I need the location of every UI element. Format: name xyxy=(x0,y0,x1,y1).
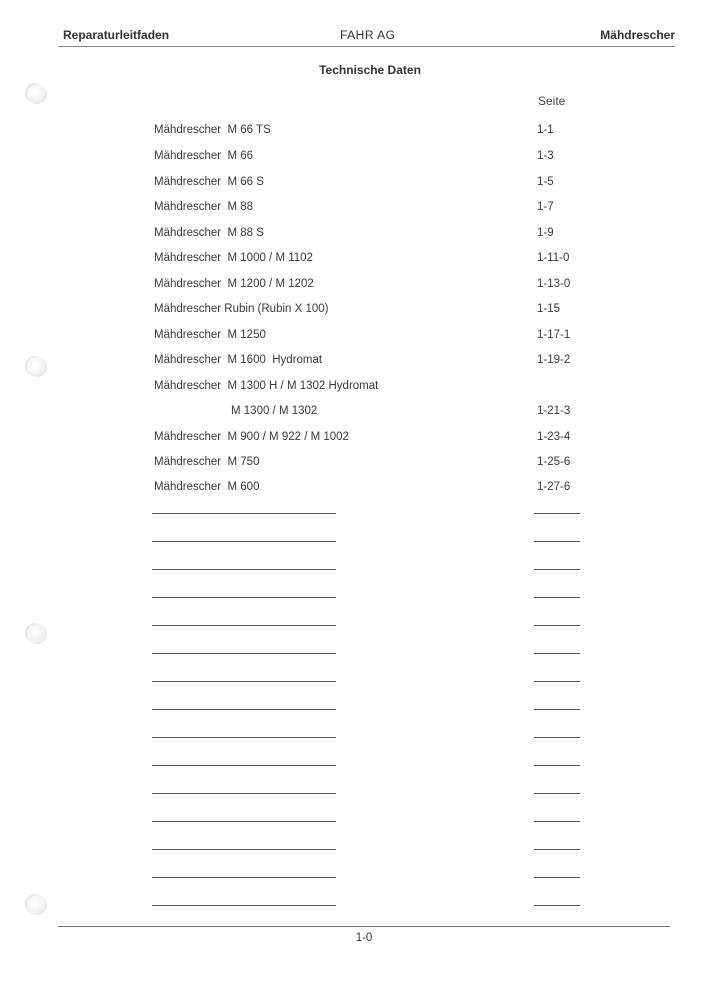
blank-entry-line xyxy=(0,877,708,878)
toc-row xyxy=(0,201,708,217)
toc-row xyxy=(0,481,708,497)
page-title: Technische Daten xyxy=(319,63,421,77)
toc-label: Mähdrescher M 1200 / M 1202 xyxy=(154,278,314,290)
header-divider xyxy=(58,46,675,47)
toc-label: Mähdrescher M 1250 xyxy=(154,329,266,341)
toc-label: Mähdrescher M 88 xyxy=(154,201,254,213)
toc-page: 1-15 xyxy=(537,303,561,315)
toc-row xyxy=(0,354,708,370)
toc-page: 1-13-0 xyxy=(537,278,571,290)
blank-entry-line xyxy=(0,597,708,598)
toc-page: 1-23-4 xyxy=(537,431,571,443)
punch-hole xyxy=(27,624,47,644)
toc-page: 1-21-3 xyxy=(537,405,571,417)
toc-page: 1-11-0 xyxy=(537,252,570,264)
punch-hole xyxy=(27,357,47,377)
blank-entry-line xyxy=(0,709,708,710)
toc-page: 1-5 xyxy=(537,176,554,188)
toc-page: 1-17-1 xyxy=(537,329,571,341)
toc-page: 1-19-2 xyxy=(537,354,571,366)
blank-entry-line xyxy=(0,569,708,570)
header-company: FAHR AG xyxy=(340,28,396,42)
toc-row xyxy=(0,456,708,472)
blank-entry-line xyxy=(0,513,708,514)
toc-label: Mähdrescher M 1300 H / M 1302 Hydromat xyxy=(154,380,379,392)
toc-row xyxy=(0,176,708,192)
footer-divider xyxy=(58,926,670,927)
blank-entry-line xyxy=(0,737,708,738)
toc-page: 1-1 xyxy=(537,124,554,136)
toc-label: Mähdrescher M 750 xyxy=(154,456,260,468)
toc-label: Mähdrescher M 66 TS xyxy=(154,124,271,136)
toc-page: 1-3 xyxy=(537,150,554,162)
punch-hole xyxy=(27,84,47,104)
blank-entry-line xyxy=(0,905,708,906)
toc-label: Mähdrescher M 600 xyxy=(154,481,260,493)
toc-label: Mähdrescher M 900 / M 922 / M 1002 xyxy=(154,431,349,443)
toc-row xyxy=(0,405,708,421)
page-column-header: Seite xyxy=(538,94,566,108)
blank-entry-line xyxy=(0,793,708,794)
toc-label: Mähdrescher M 1000 / M 1102 xyxy=(154,252,313,264)
toc-label: M 1300 / M 1302 xyxy=(231,405,318,417)
blank-entry-line xyxy=(0,821,708,822)
toc-row xyxy=(0,252,708,268)
blank-entry-line xyxy=(0,625,708,626)
toc-row xyxy=(0,380,708,396)
blank-entry-line xyxy=(0,849,708,850)
blank-entry-line xyxy=(0,765,708,766)
header-manual-title: Reparaturleitfaden xyxy=(63,28,170,42)
toc-row xyxy=(0,150,708,166)
blank-entry-line xyxy=(0,653,708,654)
toc-row xyxy=(0,278,708,294)
toc-page: 1-27-6 xyxy=(537,481,571,493)
toc-page: 1-9 xyxy=(537,227,554,239)
toc-label: Mähdrescher M 66 S xyxy=(154,176,264,188)
blank-entry-line xyxy=(0,541,708,542)
blank-entry-line xyxy=(0,681,708,682)
page-number: 1-0 xyxy=(355,932,373,944)
toc-row xyxy=(0,431,708,447)
toc-row xyxy=(0,124,708,140)
toc-label: Mähdrescher M 1600 Hydromat xyxy=(154,354,323,366)
toc-label: Mähdrescher M 88 S xyxy=(154,227,264,239)
toc-page: 1-25-6 xyxy=(537,456,571,468)
toc-page: 1-7 xyxy=(537,201,554,213)
header-section: Mähdrescher xyxy=(600,28,675,42)
toc-row xyxy=(0,329,708,345)
toc-row xyxy=(0,303,708,319)
toc-label: Mähdrescher M 66 xyxy=(154,150,254,162)
toc-row xyxy=(0,227,708,243)
toc-label: Mähdrescher Rubin (Rubin X 100) xyxy=(154,303,329,315)
punch-hole xyxy=(27,895,47,915)
